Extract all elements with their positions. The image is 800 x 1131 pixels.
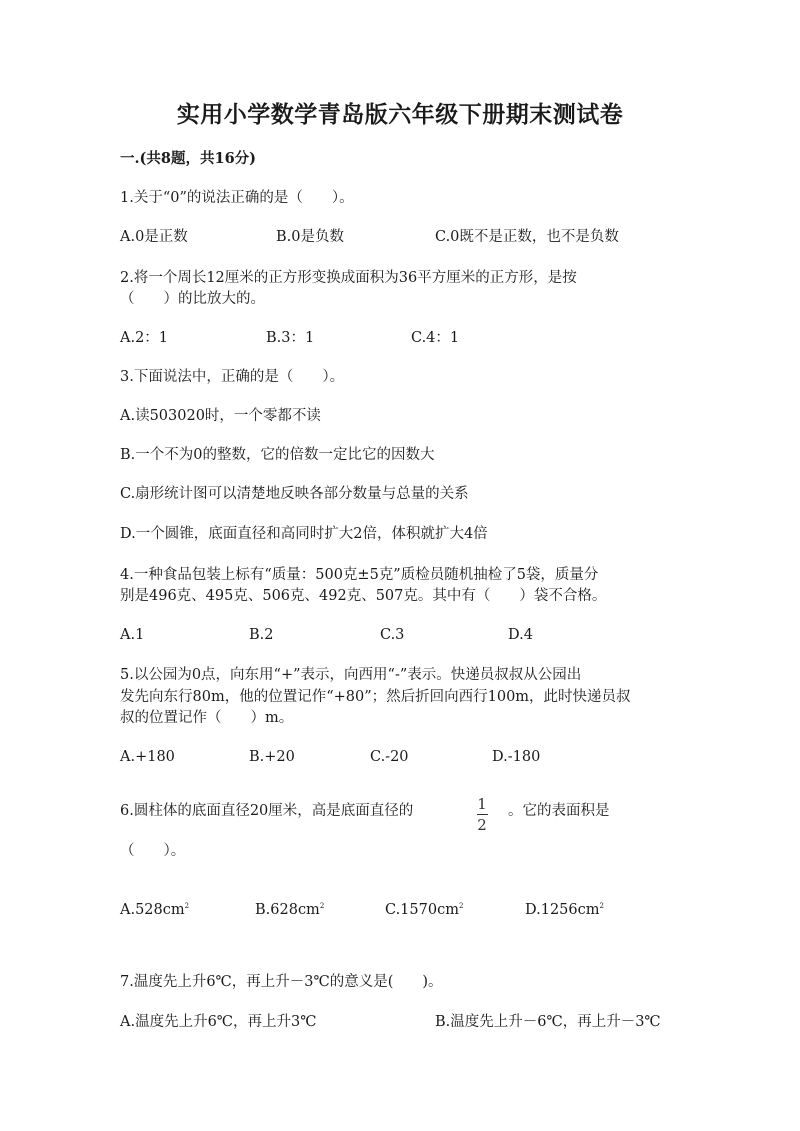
superscript-2: 2 (599, 902, 604, 910)
question-1-stem: 1.关于“0”的说法正确的是（ ）。 (120, 190, 354, 206)
fraction-denominator: 2 (477, 816, 487, 834)
question-6-option-a (120, 894, 189, 922)
section-heading: 一.(共8题，共16分) (120, 150, 257, 167)
question-5-option-c: C.-20 (370, 749, 409, 765)
question-4-stem-line1: 4.一种食品包装上标有“质量：500克±5克”质检员随机抽检了5袋，质量分 (120, 567, 599, 583)
question-2-stem-line1: 2.将一个周长12厘米的正方形变换成面积为36平方厘米的正方形，是按 (120, 270, 577, 286)
question-5-option-a: A.+180 (120, 749, 175, 765)
option-c-text: C.1570cm (385, 902, 459, 918)
question-4-option-c: C.3 (380, 627, 405, 643)
question-5-option-d: D.-180 (492, 749, 541, 765)
question-6-stem-line2: （ ）。 (120, 843, 186, 859)
question-6-option-b (255, 894, 324, 922)
question-4-stem-line2: 别是496克、495克、506克、492克、507克。其中有（ ）袋不合格。 (120, 588, 607, 604)
superscript-2: 2 (458, 902, 464, 910)
question-7-option-b: B.温度先上升－6℃，再上升－3℃ (435, 1014, 661, 1030)
question-3-stem: 3.下面说法中，正确的是（ ）。 (120, 369, 345, 385)
superscript-2: 2 (184, 902, 190, 910)
question-3-option-c: C.扇形统计图可以清楚地反映各部分数量与总量的关系 (120, 486, 469, 502)
question-3-option-a: A.读503020时，一个零都不读 (120, 408, 321, 424)
fraction-bar (477, 814, 488, 815)
question-3-option-b: B.一个不为0的整数，它的倍数一定比它的因数大 (120, 447, 435, 463)
option-d-text: D.1256cm (525, 902, 600, 918)
question-7-option-a: A.温度先上升6℃，再上升3℃ (120, 1014, 317, 1030)
fraction-one-half (474, 795, 490, 834)
option-b-text: B.628cm (255, 902, 320, 918)
fraction-numerator: 1 (477, 795, 487, 813)
question-4-option-a: A.1 (120, 627, 145, 643)
question-4-option-d: D.4 (508, 627, 533, 643)
question-1-option-c: C.0既不是正数，也不是负数 (435, 229, 619, 245)
question-3-option-d: D.一个圆锥，底面直径和高同时扩大2倍，体积就扩大4倍 (120, 526, 488, 542)
question-2-option-b: B.3：1 (266, 330, 315, 346)
option-a-text: A.528cm (120, 902, 185, 918)
question-4-option-b: B.2 (249, 627, 274, 643)
question-2-stem-line2: （ ）的比放大的。 (120, 291, 265, 307)
question-5-stem-line2: 发先向东行80m，他的位置记作“+80”；然后折回向西行100m，此时快递员叔 (120, 689, 631, 705)
question-6-stem-before: 6.圆柱体的底面直径20厘米，高是底面直径的 (120, 803, 414, 819)
question-5-stem-line3: 叔的位置记作（ ）m。 (120, 710, 294, 726)
question-5-option-b: B.+20 (249, 749, 295, 765)
question-7-stem: 7.温度先上升6℃，再上升－3℃的意义是( )。 (120, 974, 443, 990)
question-2-option-c: C.4：1 (411, 330, 460, 346)
question-2-option-a: A.2：1 (120, 330, 169, 346)
question-6-option-c (385, 894, 463, 922)
question-5-stem-line1: 5.以公园为0点，向东用“+”表示，向西用“-”表示。快递员叔叔从公园出 (120, 667, 582, 683)
question-1-option-b: B.0是负数 (276, 229, 344, 245)
question-6-option-d (525, 894, 604, 922)
question-1-option-a: A.0是正数 (120, 229, 188, 245)
exam-title: 实用小学数学青岛版六年级下册期末测试卷 (176, 101, 624, 128)
question-6-stem-after: 。它的表面积是 (508, 803, 610, 819)
superscript-2: 2 (319, 902, 325, 910)
